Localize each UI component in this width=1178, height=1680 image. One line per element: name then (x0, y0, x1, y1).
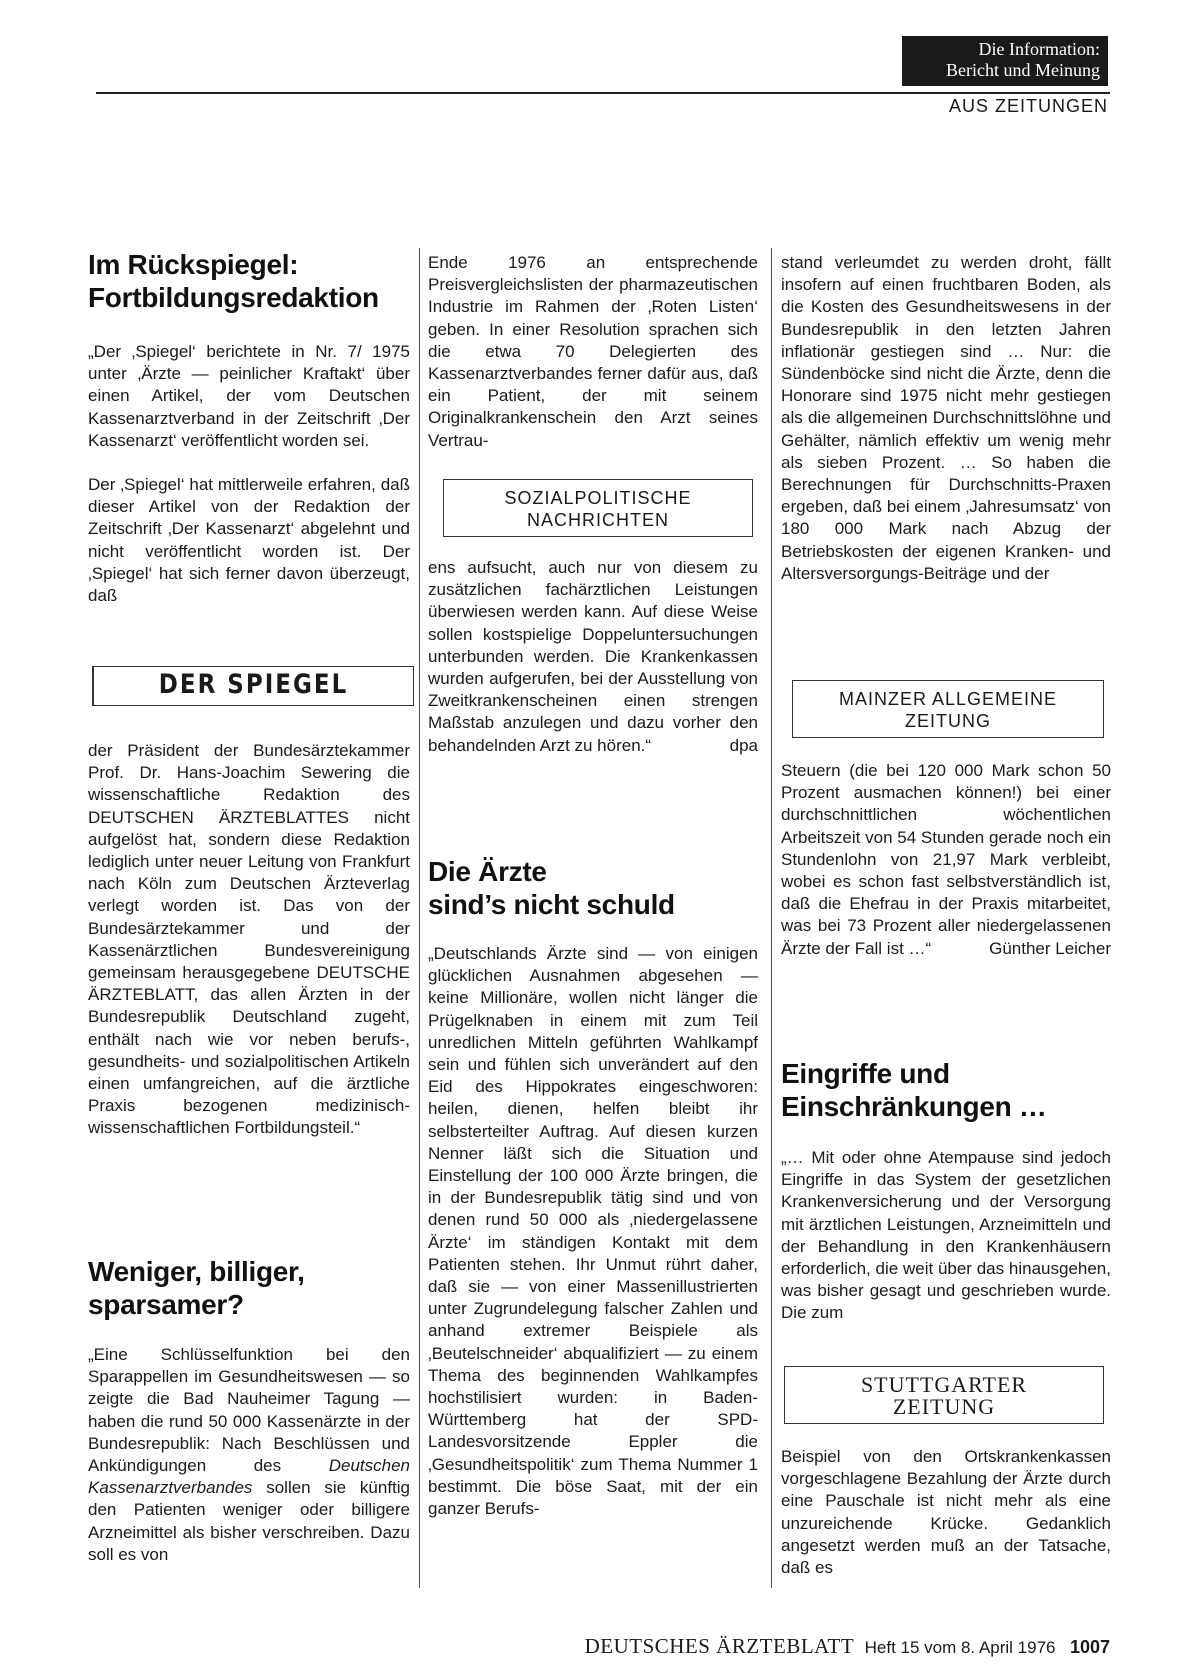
article-eingriffe (781, 1057, 1111, 1325)
source-logo-mainzer: MAINZER ALLGEMEINE ZEITUNG (792, 680, 1104, 738)
journal-name: DEUTSCHES ÄRZTEBLATT (584, 1634, 855, 1658)
article-weniger-end (428, 557, 758, 757)
spiegel-logo: DER SPIEGEL (158, 670, 349, 700)
column-divider (419, 248, 420, 1588)
paragraph: Der ‚Spiegel‘ hat mittlerweile erfahren, daß dieser Artikel von der Redaktion der Zeitschrift ‚Der Kassenarzt‘ abgelehnt und nicht veröffentlicht worden ist. Der ‚Spiegel‘ hat sich ferner davon überzeugt, daß (88, 475, 410, 606)
issue-info: Heft 15 vom 8. April 1976 (864, 1638, 1056, 1657)
page-number: 1007 (1069, 1637, 1110, 1657)
paragraph: „… Mit oder ohne Atempause sind jedoch Eingriffe in das System der gesetzlichen Krankenversicherung und der Versorgung mit ärztlichen Leistungen, Arzneimitteln und der Behandlung in den Krankenhäusern erforderlich, die weit über das hinausgehen, was bisher gesagt und geschrieben wurde. Die zum (781, 1148, 1111, 1323)
paragraph: „Deutschlands Ärzte sind — von einigen glücklichen Ausnahmen abgesehen — keine Millionäre, wollen nicht länger die Prügelknaben in einem mit zum Teil unredlichen Mitteln geführten Wahlkampf sein und fühlen sich unverändert auf den Eid des Hippokrates eingeschworen: heilen, dienen, helfen bleibt ihr selbsterteilter Auftrag. Auf diesen kurzen Nenner läßt sich die Situation und Einstellung der 100 000 Ärzte bringen, die in der Bundesrepublik tätig sind und von denen rund 50 000 als ‚niedergelassene Ärzte‘ im ständigen Kontakt mit dem Patienten stehen. Ihr Unmut rührt daher, daß sie — von einer Massenillustrierten unter Zugrundelegung falscher Zahlen und anhand extremer Beispiele als ‚Beutelschneider‘ abqualifiziert — zu einem Thema des beginnenden Wahlkampfes hochstilisiert wurden: in Baden-Württemberg hat der SPD-Landesvorsitzende Eppler die ‚Gesundheitspolitik‘ zum Thema Nummer 1 bestimmt. Die böse Saat, mit der ein ganzer Berufs- (428, 944, 758, 1519)
author-credit: Günther Leicher (989, 938, 1111, 958)
paragraph: der Präsident der Bundesärztekammer Prof. Dr. Hans-Joachim Sewering die wissenschaftliche Redaktion des DEUTSCHEN ÄRZTEBLATTES nicht aufgelöst hat, sondern diese Redaktion lediglich unter neuer Leitung von Frankfurt nach Köln zum Deutschen Ärzteverlag verlegt worden ist. Das von der Bundesärztekammer und der Kassenärztlichen Bundesvereinigung gemeinsam herausgegebene DEUTSCHE ÄRZTEBLATT, das allen Ärzten in der Bundesrepublik Deutschland zugeht, enthält nach wie vor neben berufs-, gesundheits- und sozialpolitischen Artikeln einen umfangreichen, auf die ärztliche Praxis bezogenen medizinisch-wissenschaftlichen Fortbildungsteil.“ (88, 741, 410, 1138)
headline: Die Ärzte sind’s nicht schuld (428, 856, 675, 920)
headline: Im Rückspiegel: Fortbildungsredaktion (88, 249, 379, 313)
section-label: AUS ZEITUNGEN (948, 96, 1108, 116)
article-weniger-cont (428, 252, 758, 452)
article-aerzte-end (781, 760, 1111, 960)
article-aerzte-cont (781, 252, 1111, 585)
page-footer (470, 1634, 1110, 1659)
paragraph: „Der ‚Spiegel‘ berichtete in Nr. 7/ 1975 unter ‚Ärzte — peinlicher Kraftakt‘ über einen Artikel, der vom Deutschen Kassenarztverband in der Zeitschrift ‚Der Kassenarzt‘ veröffentlicht worden sei. (88, 342, 410, 450)
source-logo-sozialpolitische: SOZIALPOLITISCHE NACHRICHTEN (443, 479, 753, 537)
headline: Eingriffe und Einschränkungen … (781, 1058, 1047, 1122)
article-eingriffe-end (781, 1446, 1111, 1579)
badge-line-2: Bericht und Meinung (946, 60, 1100, 80)
header-rule (96, 92, 1110, 94)
paragraph: stand verleumdet zu werden droht, fällt insofern auf einen fruchtbaren Boden, als die Kosten des Gesundheitswesens in der Bundesrepublik in den letzten Jahren inflationär gestiegen sind … Nur: die Sündenböcke sind nicht die Ärzte, denn die Honorare sind 1975 nicht mehr gestiegen als die allgemeinen Durchschnittslöhne und Gehälter, nämlich effektiv um wenig mehr als sieben Prozent. … So haben die Berechnungen für Durchschnitts-Praxen ergeben, daß bei einem ‚Jahresumsatz‘ von 180 000 Mark nach Abzug der Betriebskosten der eigenen Kranken- und Altersversorgungs-Beiträge und der (781, 253, 1111, 583)
source-logo-stuttgarter: STUTTGARTER ZEITUNG (784, 1366, 1104, 1424)
section-badge (902, 36, 1108, 86)
paragraph: Ende 1976 an entsprechende Preisvergleichslisten der pharmazeutischen Industrie im Rahmen der ‚Roten Listen‘ geben. In einer Resolution sprachen sich die etwa 70 Delegierten des Kassenarztverbandes ferner dafür aus, daß ein Patient, der mit seinem Originalkrankenschein den Arzt seines Vertrau- (428, 253, 758, 450)
source-logo-spiegel (92, 666, 414, 706)
article-rueckspiegel (88, 248, 410, 607)
article-rueckspiegel-cont (88, 740, 410, 1140)
paragraph: „Eine Schlüsselfunktion bei den Sparappellen im Gesundheitswesen — so zeigte die Bad Nauheimer Tagung — haben die rund 50 000 Kassenärzte in der Bundesrepublik: Nach Beschlüssen und Ankündigungen des Deutschen Kassenarztverbandes sollen sie künftig den Patienten weniger oder billigere Arzneimittel als bisher verschreiben. Dazu soll es von (88, 1345, 410, 1564)
paragraph: Steuern (die bei 120 000 Mark schon 50 Prozent ausmachen können!) bei einer durchschnittlichen wöchentlichen Arbeitszeit von 54 Stunden gerade noch ein Stundenlohn von 21,97 Mark verbleibt, wobei es schon fast selbstverständlich ist, daß die Ehefrau in der Praxis mitarbeitet, was bei 73 Prozent aller niedergelassenen Ärzte der Fall ist …“ Günther Leicher (781, 760, 1111, 960)
article-aerzte (428, 855, 758, 1520)
paragraph: ens aufsucht, auch nur von diesem zu zusätzlichen fachärztlichen Leistungen überwiesen werden kann. Auf diese Weise sollen kostspielige Doppeluntersuchungen unterbunden werden. Die Krankenkassen wurden aufgerufen, bei der Ausstellung von Zweitkrankenscheinen einen strengen Maßstab anzulegen und dazu vorher den behandelnden Arzt zu hören.“ dpa (428, 557, 758, 757)
article-weniger (88, 1255, 410, 1566)
badge-line-1: Die Information: (978, 39, 1100, 59)
headline: Weniger, billiger, sparsamer? (88, 1256, 305, 1320)
agency-credit: dpa (729, 735, 758, 755)
column-divider (771, 248, 772, 1588)
paragraph: Beispiel von den Ortskrankenkassen vorgeschlagene Bezahlung der Ärzte durch eine Pauschale ist nicht mehr als eine unzureichende Krücke. Gedanklich angesetzt werden muß an der Tatsache, daß es (781, 1447, 1111, 1578)
